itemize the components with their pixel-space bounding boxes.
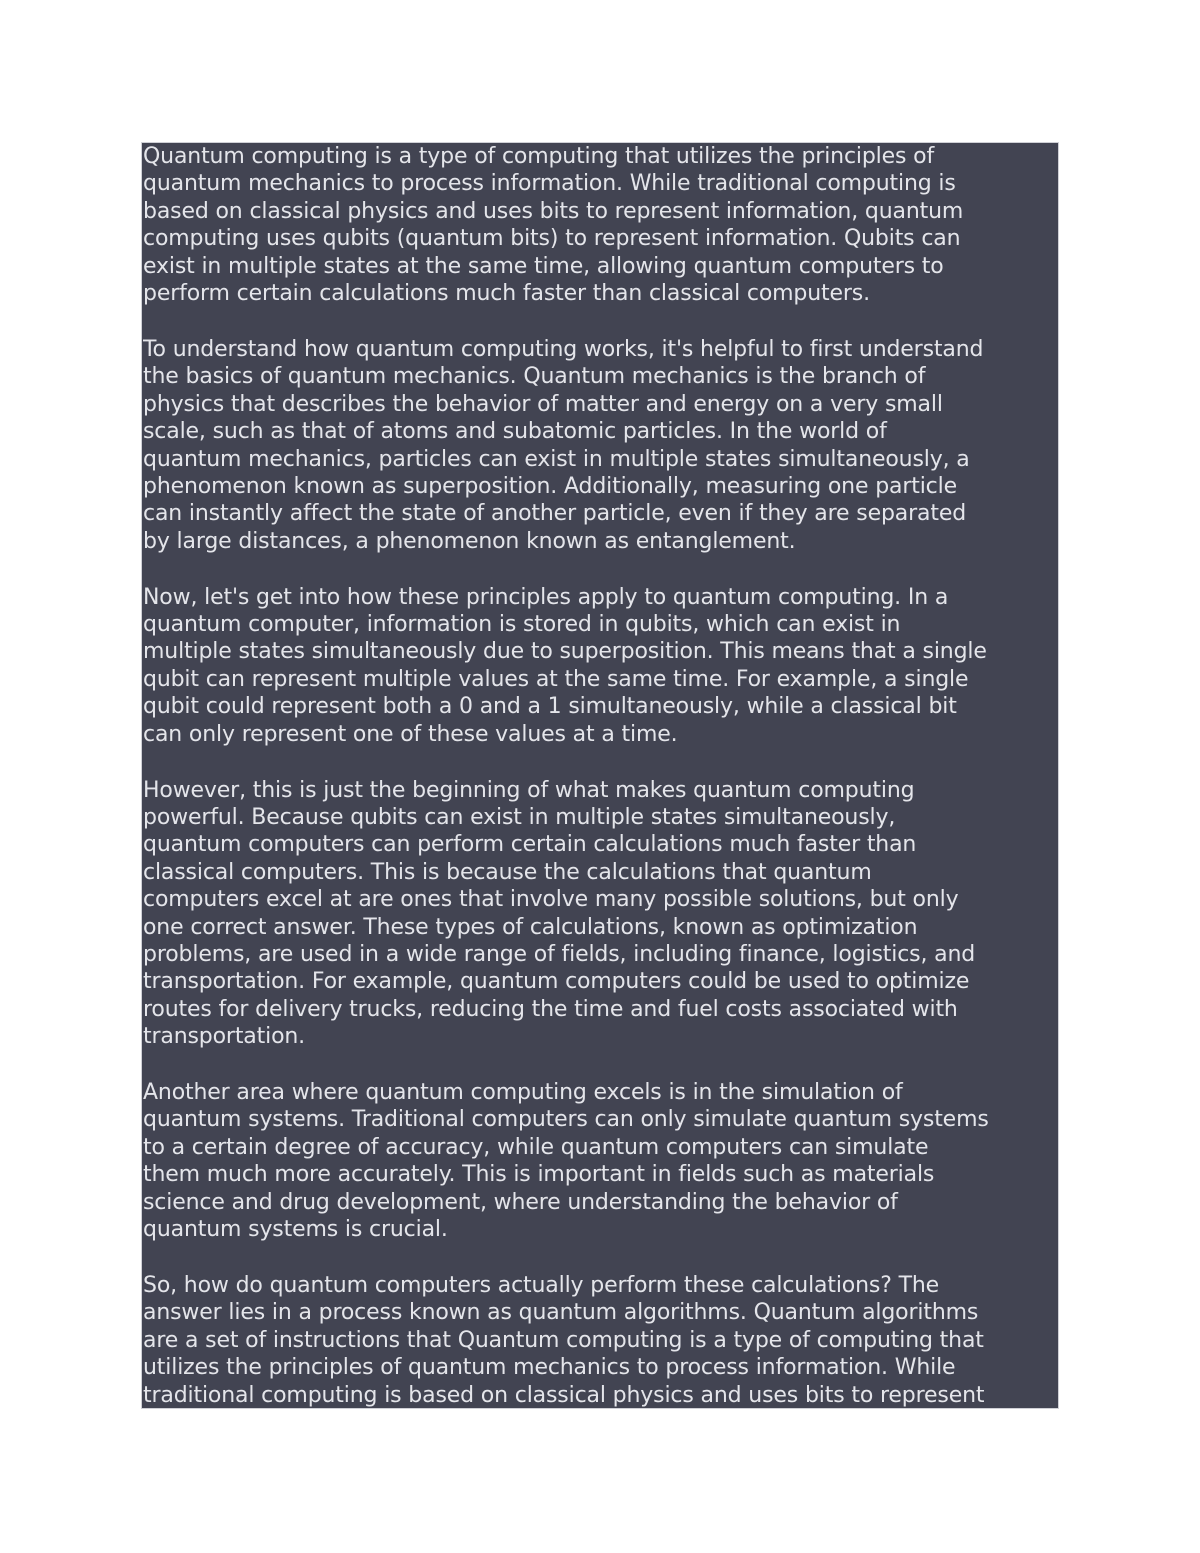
text-line: by large distances, a phenomenon known as entanglement. (143, 528, 796, 554)
text-line: Now, let's get into how these principles apply to quantum computing. In a (143, 584, 949, 610)
paragraph (143, 143, 1058, 307)
text-line: qubit can represent multiple values at the same time. For example, a single (143, 666, 969, 692)
paragraph (143, 1079, 1058, 1243)
text-line: routes for delivery trucks, reducing the time and fuel costs associated with (143, 996, 958, 1022)
text-line: one correct answer. These types of calculations, known as optimization (143, 914, 918, 940)
text-line: Quantum computing is a type of computing that utilizes the principles of (143, 144, 935, 169)
text-line: quantum mechanics, particles can exist in multiple states simultaneously, a (143, 446, 970, 472)
text-line: can instantly affect the state of another particle, even if they are separated (143, 501, 967, 527)
text-line: answer lies in a process known as quantum algorithms. Quantum algorithms (143, 1300, 979, 1326)
text-line: computers excel at are ones that involve many possible solutions, but only (143, 887, 959, 913)
text-line: them much more accurately. This is important in fields such as materials (143, 1162, 935, 1188)
text-line: traditional computing is based on classical physics and uses bits to represent (143, 1382, 985, 1408)
text-line: So, how do quantum computers actually perform these calculations? The (143, 1273, 940, 1299)
paragraph (143, 584, 1058, 748)
paragraph (143, 777, 1058, 1051)
text-line: can only represent one of these values at a time. (143, 721, 678, 747)
text-line: classical computers. This is because the calculations that quantum (143, 859, 872, 885)
text-line: perform certain calculations much faster than classical computers. (143, 280, 870, 306)
text-line: computing uses qubits (quantum bits) to represent information. Qubits can (143, 226, 961, 252)
text-block (141, 142, 1059, 1409)
text-line: transportation. (143, 1024, 306, 1050)
text-line: physics that describes the behavior of matter and energy on a very small (143, 391, 943, 417)
paragraph (143, 1272, 1058, 1409)
text-line: However, this is just the beginning of what makes quantum computing (143, 777, 915, 803)
text-line: based on classical physics and uses bits to represent information, quantum (143, 198, 964, 224)
text-line: phenomenon known as superposition. Additionally, measuring one particle (143, 473, 957, 499)
text-line: quantum systems. Traditional computers can only simulate quantum systems (143, 1107, 989, 1133)
text-line: quantum systems is crucial. (143, 1217, 448, 1243)
text-line: the basics of quantum mechanics. Quantum mechanics is the branch of (143, 364, 926, 390)
text-line: quantum mechanics to process information. While traditional computing is (143, 171, 956, 197)
text-line: Another area where quantum computing excels is in the simulation of (143, 1080, 903, 1106)
text-line: science and drug development, where understanding the behavior of (143, 1189, 898, 1215)
text-line: utilizes the principles of quantum mechanics to process information. While (143, 1355, 956, 1381)
text-line: are a set of instructions that Quantum computing is a type of computing that (143, 1327, 984, 1353)
text-line: problems, are used in a wide range of fields, including finance, logistics, and (143, 941, 976, 967)
text-line: To understand how quantum computing works, it's helpful to first understand (143, 336, 984, 362)
text-line: quantum computer, information is stored in qubits, which can exist in (143, 612, 901, 638)
text-line: multiple states simultaneously due to superposition. This means that a single (143, 639, 987, 665)
text-line: exist in multiple states at the same time, allowing quantum computers to (143, 253, 944, 279)
paragraph (143, 336, 1058, 555)
text-line: transportation. For example, quantum computers could be used to optimize (143, 969, 970, 995)
text-line: qubit could represent both a 0 and a 1 simultaneously, while a classical bit (143, 694, 957, 720)
text-line: scale, such as that of atoms and subatomic particles. In the world of (143, 419, 887, 445)
text-line: to a certain degree of accuracy, while quantum computers can simulate (143, 1134, 929, 1160)
text-line: quantum computers can perform certain calculations much faster than (143, 832, 917, 858)
text-line: powerful. Because qubits can exist in multiple states simultaneously, (143, 804, 896, 830)
